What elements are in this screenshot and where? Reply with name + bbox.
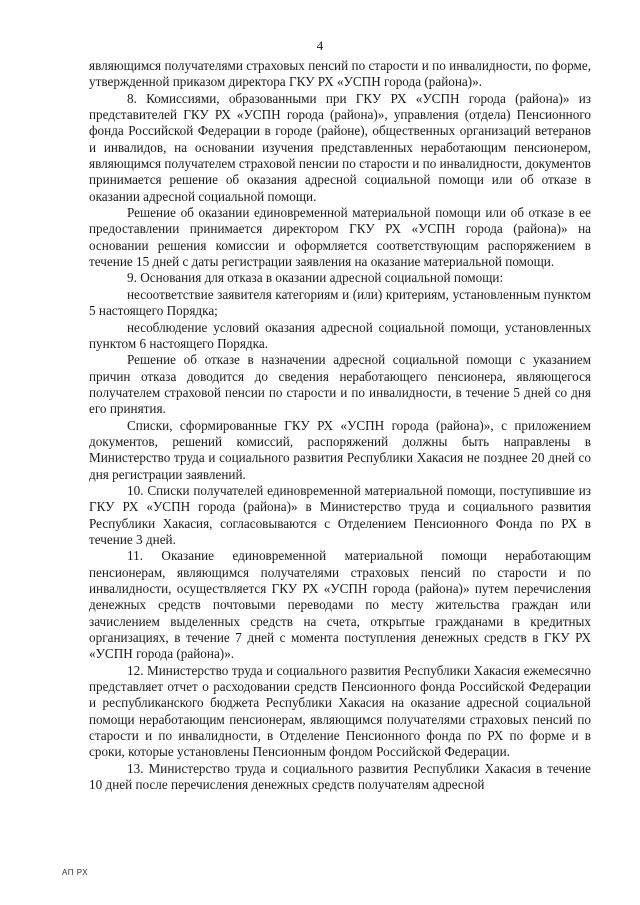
- paragraph: несоответствие заявителя категориям и (или) критериям, установленным пунктом 5 настоящего Порядка;: [89, 286, 591, 319]
- paragraph: являющимся получателями страховых пенсий по старости и по инвалидности, по форме, утвержденной приказом директора ГКУ РХ «УСПН города (района)».: [89, 58, 591, 90]
- paragraph: Решение об отказе в назначении адресной социальной помощи с указанием причин отказа доводится до сведения неработающего пенсионера, являющегося получателем страховой пенсии по старости и по инвалидности, в течение 5 дней со дня его принятия.: [89, 352, 591, 417]
- paragraph: Решение об оказании единовременной материальной помощи или об отказе в ее предоставлении принимается директором ГКУ РХ «УСПН города (района)» на основании решения комиссии и оформляется соответствующим распоряжением в течение 15 дней с даты регистрации заявления на оказание материальной помощи.: [89, 205, 591, 270]
- paragraph: 13. Министерство труда и социального развития Республики Хакасия в течение 10 дней после перечисления денежных средств получателям адресной: [89, 760, 591, 793]
- page-number: 4: [316, 38, 324, 53]
- paragraph: несоблюдение условий оказания адресной социальной помощи, установленных пунктом 6 настоящего Порядка.: [89, 319, 591, 351]
- document-body: [89, 58, 591, 793]
- paragraph: 10. Списки получателей единовременной материальной помощи, поступившие из ГКУ РХ «УСПН города (района)» в Министерство труда и социального развития Республики Хакасия, согласовываются с Отделением Пенсионного Фонда по РХ в течение 3 дней.: [89, 482, 591, 547]
- paragraph: 11. Оказание единовременной материальной помощи неработающим пенсионерам, являющимся получателями страховых пенсий по старости и по инвалидности, осуществляется ГКУ РХ «УСПН города (района)» путем перечисления денежных средств почтовыми переводами по месту жительства граждан или зачислением выделенных средств на счета, открытые гражданами в кредитных организациях, в течение 7 дней с момента поступления денежных средств в ГКУ РХ «УСПН города (района)».: [89, 548, 591, 662]
- paragraph: Списки, сформированные ГКУ РХ «УСПН города (района)», с приложением документов, решений комиссий, распоряжений должны быть направлены в Министерство труда и социального развития Республики Хакасия не позднее 20 дней со дня регистрации заявлений.: [89, 417, 591, 482]
- paragraph: 9. Основания для отказа в оказании адресной социальной помощи:: [127, 270, 504, 286]
- footer-label: АП РХ: [62, 868, 89, 877]
- paragraph: 12. Министерство труда и социального развития Республики Хакасия ежемесячно представляет отчет о расходовании средств Пенсионного фонда Российской Федерации и республиканского бюджета Республики Хакасия на оказание адресной социальной помощи неработающим пенсионерам, являющимся получателями страховых пенсий по старости и по инвалидности, в Отделение Пенсионного фонда по РХ по форме и в сроки, которые установлены Пенсионным фондом Российской Федерации.: [89, 662, 591, 760]
- paragraph: 8. Комиссиями, образованными при ГКУ РХ «УСПН города (района)» из представителей ГКУ РХ «УСПН города (района)», управления (отдела) Пенсионного фонда Российской Федерации в городе (районе), общественных организаций ветеранов и инвалидов, на основании изучения представленных неработающим пенсионером, являющимся получателем страховой пенсии по старости и по инвалидности, документов принимается решение об оказания адресной социальной помощи или об отказе в оказании адресной социальной помощи.: [89, 90, 591, 204]
